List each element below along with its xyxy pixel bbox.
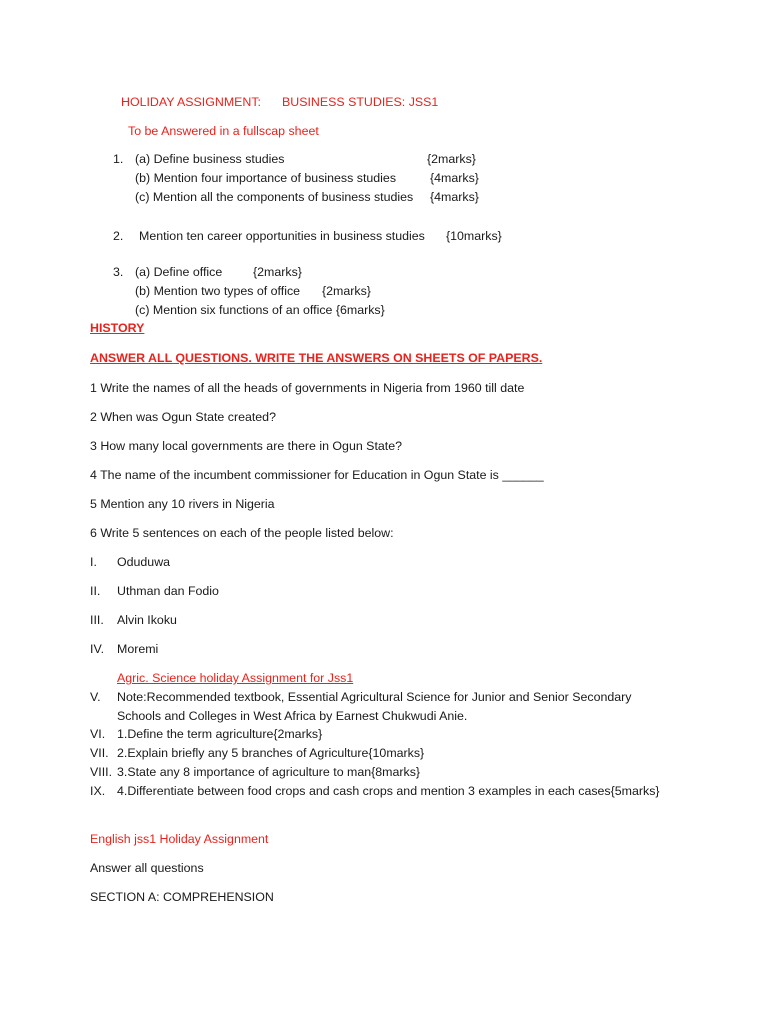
question-marks: {4marks} — [430, 190, 479, 204]
list-item-number: I. — [90, 555, 97, 569]
question-part-text: (a) Define office — [135, 265, 223, 279]
list-item-name: Oduduwa — [117, 555, 171, 569]
english-section-title: SECTION A: COMPREHENSION — [90, 890, 274, 904]
history-heading: HISTORY — [90, 321, 145, 335]
list-item-number: V. — [90, 690, 101, 704]
question-part-text: (c) Mention all the components of business studies — [135, 190, 414, 204]
question-part-text: (c) Mention six functions of an office {6marks} — [135, 303, 385, 317]
history-question: 6 Write 5 sentences on each of the people listed below: — [90, 526, 394, 540]
english-instruction: Answer all questions — [90, 861, 204, 875]
question-number: 2. — [113, 229, 124, 243]
question-part-text: (a) Define business studies — [135, 152, 285, 166]
list-item-text: Note:Recommended textbook, Essential Agricultural Science for Junior and Senior Secondary — [117, 690, 632, 704]
history-question: 1 Write the names of all the heads of governments in Nigeria from 1960 till date — [90, 381, 525, 395]
header-instruction: To be Answered in a fullscap sheet — [128, 124, 319, 138]
agric-heading: Agric. Science holiday Assignment for Jss1 — [117, 671, 354, 685]
list-item-text: 1.Define the term agriculture{2marks} — [117, 727, 323, 741]
question-marks: {2marks} — [253, 265, 302, 279]
history-question: 5 Mention any 10 rivers in Nigeria — [90, 497, 275, 511]
history-question: 2 When was Ogun State created? — [90, 410, 276, 424]
list-item-text: 2.Explain briefly any 5 branches of Agriculture{10marks} — [117, 746, 425, 760]
header-assignment-label: HOLIDAY ASSIGNMENT: — [121, 95, 262, 109]
list-item-number: II. — [90, 584, 101, 598]
list-item-text: 3.State any 8 importance of agriculture to man{8marks} — [117, 765, 421, 779]
list-item-text: 4.Differentiate between food crops and cash crops and mention 3 examples in each cases{5marks} — [117, 784, 660, 798]
question-part-text: (b) Mention two types of office — [135, 284, 301, 298]
list-item-name: Uthman dan Fodio — [117, 584, 219, 598]
list-item-number: VII. — [90, 746, 109, 760]
question-marks: {10marks} — [446, 229, 502, 243]
history-question: 3 How many local governments are there in Ogun State? — [90, 439, 402, 453]
question-marks: {2marks} — [427, 152, 476, 166]
list-item-number: IX. — [90, 784, 106, 798]
question-number: 3. — [113, 265, 124, 279]
header-subject-label: BUSINESS STUDIES: JSS1 — [282, 95, 439, 109]
question-part-text: (b) Mention four importance of business studies — [135, 171, 397, 185]
list-item-text: Schools and Colleges in West Africa by Earnest Chukwudi Anie. — [117, 709, 468, 723]
list-item-number: VI. — [90, 727, 106, 741]
list-item-number: IV. — [90, 642, 105, 656]
question-marks: {2marks} — [322, 284, 371, 298]
list-item-name: Moremi — [117, 642, 159, 656]
question-text: Mention ten career opportunities in business studies — [139, 229, 425, 243]
english-heading: English jss1 Holiday Assignment — [90, 832, 269, 846]
question-marks: {4marks} — [430, 171, 479, 185]
history-instruction: ANSWER ALL QUESTIONS. WRITE THE ANSWERS ON SHEETS OF PAPERS. — [90, 351, 543, 365]
list-item-number: VIII. — [90, 765, 113, 779]
list-item-name: Alvin Ikoku — [117, 613, 177, 627]
question-number: 1. — [113, 152, 124, 166]
history-question: 4 The name of the incumbent commissioner for Education in Ogun State is ______ — [90, 468, 544, 482]
list-item-number: III. — [90, 613, 104, 627]
